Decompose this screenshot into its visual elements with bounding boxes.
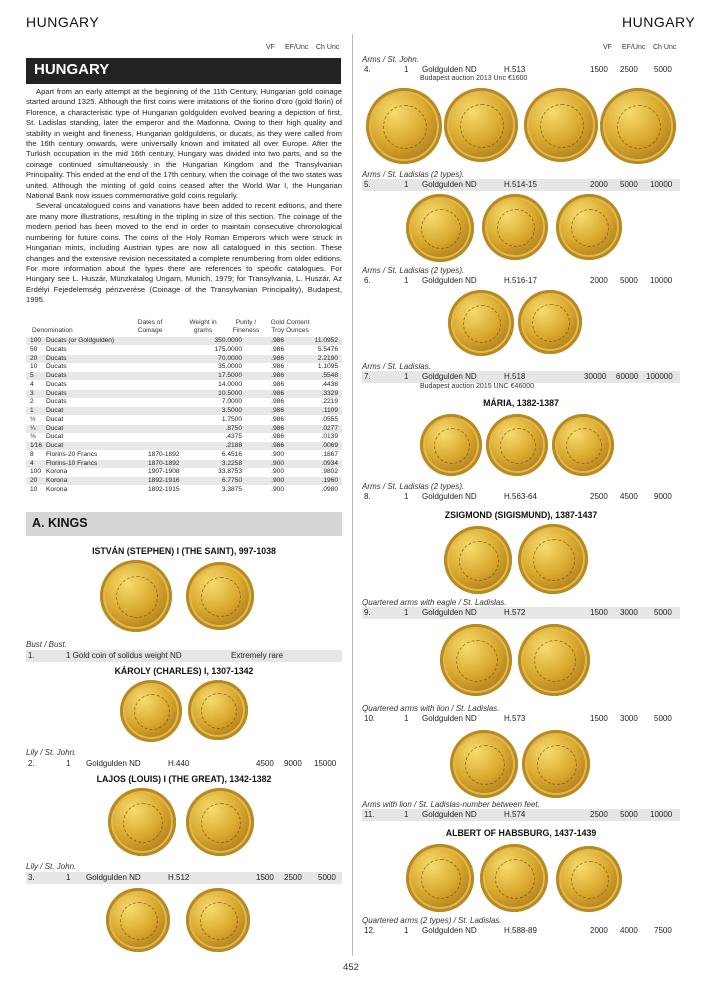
coin-obverse-9 [448,290,514,356]
denom-gold: .1109 [321,407,338,414]
intro-paragraph-2: Several uncatalogued coins and variations have been added to recent editions, and there are many more illustrations, resulting in the tripling in size of this section. The coinage of the modern period has been moved to the end in order to maintain consecutive chronological numbering for future coins. The coins of the Holy Roman Emperors which were struck in Hungarian mints, including Austrian types are now all catalogued in this section. These changes and the extensive revision necessitated a complete renumbering from older editions. For more information about the types there are references to specific catalogues. For Hungary see L. Huszár, Münzkatalog Ungarn, Munich, 1979; for Transylvania, L. Huszár, Az Erdélyi Fejedelemség pénzverése (Coinage of the Transylvanian Principality), Budapest, 1995. [26,201,342,305]
coin-obverse-1 [100,560,172,632]
denom-unit: Ducats (or Goldgulden) [46,337,115,344]
coin-obverse-14 [450,730,518,798]
denom-table-row [26,451,342,459]
coin-reverse-8 [556,194,622,260]
item-2-number: 2. [28,759,35,768]
denom-purity: .900 [271,485,284,493]
coin-reverse-3 [186,788,254,856]
item-1-description: Bust / Bust. [26,640,67,649]
denom-weight: .8750 [225,424,242,432]
item-9-qty: 1 [404,608,409,617]
denom-table-row [26,390,342,398]
item-8-ch: 9000 [654,492,672,501]
denom-purity: .986 [271,415,284,423]
denom-value: 50 [30,345,38,353]
item-8-name: Goldgulden ND [422,492,477,501]
item-7-name: Goldgulden ND [422,372,477,381]
denom-unit: Ducat [46,442,64,449]
item-11-ef: 5000 [620,810,638,819]
coin-reverse-4 [186,888,250,952]
coin-reverse-11 [552,414,614,476]
denom-gold: .5548 [321,372,338,379]
coin-reverse-12 [518,524,588,594]
denom-table-row [26,477,342,485]
denom-gold: 2.2190 [317,354,338,362]
item-3-ef: 2500 [284,873,302,882]
denom-header-denomination: Denomination [32,327,73,334]
denom-table-row [26,468,342,476]
ruler-heading-istvan: ISTVÁN (STEPHEN) I (THE SAINT), 997-1038 [92,546,276,556]
item-11-vf: 2500 [590,810,608,819]
denom-value: 20 [30,477,38,484]
item-5-number: 5. [364,180,371,189]
item-5-description: Arms / St. Ladislas (2 types). [362,170,465,179]
item-6-number: 6. [364,276,371,285]
denom-value: 1 [30,407,34,414]
item-3-ref: H.512 [168,873,190,882]
coin-obverse-4 [106,888,170,952]
item-12-ref: H.588-89 [504,926,537,935]
denom-table-row [26,407,342,415]
denom-purity: .986 [271,407,284,414]
coin-obverse-12 [444,526,512,594]
intro-text [26,87,342,306]
coin-reverse-5 [444,88,518,162]
denom-weight: 6.7750 [221,477,242,484]
denom-weight: 14.0000 [218,380,242,388]
item-10-ef: 3000 [620,714,638,723]
denom-dates: 1892-1915 [148,485,180,493]
item-10-qty: 1 [404,714,409,723]
denom-weight: 33.8753 [218,468,242,476]
item-9-name: Goldgulden ND [422,608,477,617]
denom-gold: 1.1095 [317,363,338,371]
denom-weight: .4375 [225,433,242,441]
item-12-name: Goldgulden ND [422,926,477,935]
denom-purity: .986 [271,345,284,353]
item-7-vf: 30000 [584,372,607,381]
denom-unit: Ducat [46,433,64,441]
item-3-number: 3. [28,873,35,882]
item-11-ref: H.574 [504,810,526,819]
denom-gold: 5.5476 [317,345,338,353]
item-12-number: 12. [364,926,376,935]
item-2-vf: 4500 [256,759,274,768]
coin-obverse-6 [524,88,598,162]
section-title: HUNGARY [34,61,110,78]
item-7-number: 7. [364,372,371,381]
coin-obverse-15 [406,844,474,912]
item-8-ef: 4500 [620,492,638,501]
item-2-name: Goldgulden ND [86,759,141,768]
item-10-number: 10. [364,714,376,723]
coin-reverse-1 [186,562,254,630]
denom-purity: .900 [271,450,284,458]
denom-table-row [26,398,342,406]
denom-header-weight: Weight in grams [189,319,217,334]
catalogue-row-11 [362,809,680,821]
denom-value: 10 [30,485,38,493]
ruler-heading-albert: ALBERT OF HABSBURG, 1437-1439 [445,828,597,838]
item-1-price: Extremely rare [231,651,284,660]
denom-weight: 1.7500 [221,415,242,423]
denom-value: 100 [30,337,42,344]
denom-header-dates: Dates of Coinage [137,319,163,334]
catalogue-row-7 [362,371,680,383]
denom-value: 5 [30,372,34,379]
denom-value: 1⁄16 [30,442,43,449]
item-5-name: Goldgulden ND [422,180,477,189]
denom-gold: .3329 [321,389,338,397]
catalogue-row-3 [26,872,342,884]
col-vf-left: VF [266,44,275,51]
item-4-name: Goldgulden ND [422,65,477,74]
item-6-vf: 2000 [590,276,608,285]
denom-unit: Ducats [46,380,67,388]
item-4-note: Budapest auction 2013 Unc €1600 [420,75,528,82]
denom-unit: Ducats [46,398,67,406]
denom-purity: .900 [271,459,284,467]
col-ch-left: Ch Unc [316,44,340,51]
item-8-vf: 2500 [590,492,608,501]
denom-dates: 1870-1892 [148,459,180,467]
denom-weight: 7.0000 [221,398,242,406]
denom-header-gold: Gold Content Troy Ounces [270,319,310,334]
item-7-qty: 1 [404,372,409,381]
item-1-number: 1. [28,651,35,660]
denom-value: 3 [30,389,34,397]
item-7-ef: 60000 [616,372,639,381]
denom-unit: Korona [46,477,68,484]
item-3-description: Lily / St. John. [26,862,77,871]
denom-weight: 350.0000 [214,337,242,344]
denom-unit: Ducats [46,363,67,371]
item-10-description: Quartered arms with lion / St. Ladislas. [362,704,500,713]
item-9-number: 9. [364,608,371,617]
denom-dates: 1892-1916 [148,477,180,484]
denom-value: 4 [30,380,34,388]
item-12-ef: 4000 [620,926,638,935]
item-8-number: 8. [364,492,371,501]
denom-gold: .9802 [321,468,338,476]
catalogue-row-9 [362,607,680,619]
denom-purity: .986 [271,389,284,397]
column-divider [352,34,353,956]
item-12-qty: 1 [404,926,409,935]
catalogue-row-5 [362,179,680,191]
coin-reverse-16 [556,846,622,912]
item-5-ch: 10000 [650,180,673,189]
denom-weight: 3.5000 [221,407,242,414]
denom-weight: 70.0000 [218,354,242,362]
coin-reverse-10 [486,414,548,476]
denom-table-row [26,460,342,468]
item-9-vf: 1500 [590,608,608,617]
denom-unit: Ducat [46,424,64,432]
denom-gold: 11.0952 [314,337,338,344]
coin-reverse-2 [188,680,248,740]
denom-unit: Korona [46,485,68,493]
ruler-heading-zsigmond: ZSIGMOND (SIGISMUND), 1387-1437 [444,510,598,520]
denom-unit: Ducats [46,345,67,353]
intro-paragraph-1: Apart from an early attempt at the beginning of the 11th Century, Hungarian gold coinage started around 1325. Although the first coins were imitations of the fiorino d'oro (gold florin) of Florence, a characteristic type of Hungarian goldgulden evolved bearing a depiction of first, St. Ladislas standing, later the emperor and the Madonna. Owing to their high quality and stability in weight and fineness, Hungarian goldguldens, or ducats, as they were called from the 16th century onwards, were universally known and imitated all over Europe. After the Turkish occupation in the mid 16th century, Hungary was divided into two parts, and so the coinage continued simultaneously in the Hungarian Kingdom and the Transylvanian Principality. This ended at the end of the 17th century, when the coinage of the two states was united. Although the minting of gold coins ceased after the World War I, the Hungarian National Bank now issues commemorative gold coins regularly. [26,87,342,201]
denom-value: ⅛ [30,433,36,441]
item-11-number: 11. [364,810,375,819]
item-3-ch: 5000 [318,873,336,882]
denom-purity: .986 [271,363,284,371]
denom-unit: Ducat [46,415,64,423]
item-1-text: 1 Gold coin of solidus weight ND [66,651,182,660]
item-7-note: Budapest auction 2015 UNC €46000 [420,383,535,390]
denom-gold: .0980 [321,485,338,493]
item-7-description: Arms / St. Ladislas. [362,362,431,371]
denom-purity: .986 [271,433,284,441]
denom-value: 10 [30,363,38,371]
denom-header-purity: Purity / Fineness [232,319,260,334]
denom-value: 100 [30,468,42,476]
denom-table-row [26,363,342,371]
denom-purity: .986 [271,424,284,432]
item-12-vf: 2000 [590,926,608,935]
denom-value: 4 [30,459,34,467]
item-5-ref: H.514-15 [504,180,537,189]
denom-gold: .2219 [321,398,338,406]
item-5-vf: 2000 [590,180,608,189]
item-9-ch: 5000 [654,608,672,617]
page-number: 452 [343,962,359,973]
item-10-ref: H.573 [504,714,526,723]
denom-unit: Ducats [46,389,67,397]
item-2-ref: H.440 [168,759,190,768]
item-12-ch: 7500 [654,926,672,935]
denom-dates: 1870-1892 [148,450,180,458]
denom-unit: Ducat [46,407,64,414]
denom-weight: 35.0000 [218,363,242,371]
denom-value: 20 [30,354,38,362]
coin-obverse-2 [120,680,182,742]
coin-reverse-6 [600,88,676,164]
item-11-name: Goldgulden ND [422,810,477,819]
item-9-ref: H.572 [504,608,526,617]
item-7-ref: H.518 [504,372,526,381]
item-5-qty: 1 [404,180,409,189]
item-5-ef: 5000 [620,180,638,189]
item-7-ch: 100000 [646,372,673,381]
coin-reverse-14 [522,730,590,798]
denom-gold: .0555 [321,415,338,423]
denom-weight: 6.4516 [221,450,242,458]
denom-value: ½ [30,415,36,423]
denom-purity: .986 [271,442,284,449]
running-header-right: HUNGARY [622,14,696,30]
coin-reverse-9 [518,290,582,354]
item-4-number: 4. [364,65,371,74]
section-title-bar [26,58,341,84]
item-4-ef: 2500 [620,65,638,74]
denom-gold: .1960 [321,477,338,484]
item-10-vf: 1500 [590,714,608,723]
section-kings-title: A. KINGS [32,516,88,530]
denom-purity: .986 [271,337,284,344]
coin-reverse-7 [482,194,548,260]
item-11-description: Arms with lion / St. Ladislas-number between feet. [362,800,540,809]
item-4-qty: 1 [404,65,409,74]
denom-purity: .986 [271,372,284,379]
denom-table-row [26,442,342,450]
item-2-ef: 9000 [284,759,302,768]
denom-unit: Florins-10 Francs [46,459,98,467]
denom-table-row [26,416,342,424]
item-11-ch: 10000 [650,810,673,819]
item-8-qty: 1 [404,492,409,501]
col-ch-right: Ch Unc [653,44,677,51]
denom-purity: .986 [271,380,284,388]
item-6-ef: 5000 [620,276,638,285]
denom-weight: 175.0000 [214,345,242,353]
denom-table-row [26,433,342,441]
denom-gold: .0277 [321,424,338,432]
item-8-description: Arms / St. Ladislas (2 types). [362,482,465,491]
coin-obverse-3 [108,788,176,856]
item-6-ch: 10000 [650,276,673,285]
denom-unit: Ducats [46,372,67,379]
item-4-ch: 5000 [654,65,672,74]
item-6-description: Arms / St. Ladislas (2 types). [362,266,465,275]
coin-obverse-5 [366,88,442,164]
denom-gold: .0069 [321,442,338,449]
catalogue-row-1 [26,650,342,662]
denom-gold: .1867 [321,450,338,458]
denom-table-row [26,486,342,494]
denom-weight: 3.2258 [221,459,242,467]
item-9-ef: 3000 [620,608,638,617]
item-6-qty: 1 [404,276,409,285]
col-ef-left: EF/Unc [285,44,309,51]
item-9-description: Quartered arms with eagle / St. Ladislas. [362,598,507,607]
running-header-left: HUNGARY [26,14,100,30]
coin-obverse-16 [480,844,548,912]
item-8-ref: H.563-64 [504,492,537,501]
denom-gold: .4438 [321,380,338,388]
denom-weight: 3.3875 [221,485,242,493]
denom-unit: Korona [46,468,68,476]
col-ef-right: EF/Unc [622,44,646,51]
item-2-ch: 15000 [314,759,337,768]
item-10-name: Goldgulden ND [422,714,477,723]
denom-value: 8 [30,450,34,458]
coin-obverse-13 [440,624,512,696]
denom-unit: Ducats [46,354,67,362]
item-6-name: Goldgulden ND [422,276,477,285]
denom-purity: .986 [271,398,284,406]
denom-weight: .2188 [225,442,242,449]
item-4-description: Arms / St. John. [362,55,419,64]
denom-weight: 10.5000 [218,389,242,397]
coin-reverse-13 [518,624,590,696]
item-11-qty: 1 [404,810,409,819]
item-3-qty: 1 [66,873,71,882]
ruler-heading-karoly: KÁROLY (CHARLES) I, 1307-1342 [114,666,254,676]
item-12-description: Quartered arms (2 types) / St. Ladislas. [362,916,502,925]
item-4-vf: 1500 [590,65,608,74]
item-10-ch: 5000 [654,714,672,723]
item-6-ref: H.516-17 [504,276,537,285]
col-vf-right: VF [603,44,612,51]
denom-table-row [26,346,342,354]
denom-purity: .900 [271,468,284,476]
item-3-vf: 1500 [256,873,274,882]
item-2-qty: 1 [66,759,71,768]
denom-table-row [26,355,342,363]
denom-value: 2 [30,398,34,406]
item-2-description: Lily / St. John. [26,748,77,757]
denom-gold: .0139 [321,433,338,441]
denom-value: ¼ [30,424,36,432]
denom-table-row [26,425,342,433]
item-3-name: Goldgulden ND [86,873,141,882]
denom-purity: .986 [271,354,284,362]
item-4-ref: H.513 [504,65,526,74]
denom-table-row [26,337,342,345]
denom-table-row [26,372,342,380]
section-kings-bar [26,512,342,536]
denom-table-row [26,381,342,389]
coin-obverse-7 [406,194,474,262]
denom-purity: .900 [271,477,284,484]
ruler-heading-lajos: LAJOS (LOUIS) I (THE GREAT), 1342-1382 [96,774,272,784]
denom-weight: 17.5000 [218,372,242,379]
coin-obverse-10 [420,414,482,476]
denom-unit: Florins-20 Francs [46,450,98,458]
denom-gold: .0934 [321,459,338,467]
denom-dates: 1907-1908 [148,468,180,476]
ruler-heading-maria: MÁRIA, 1382-1387 [483,398,559,408]
